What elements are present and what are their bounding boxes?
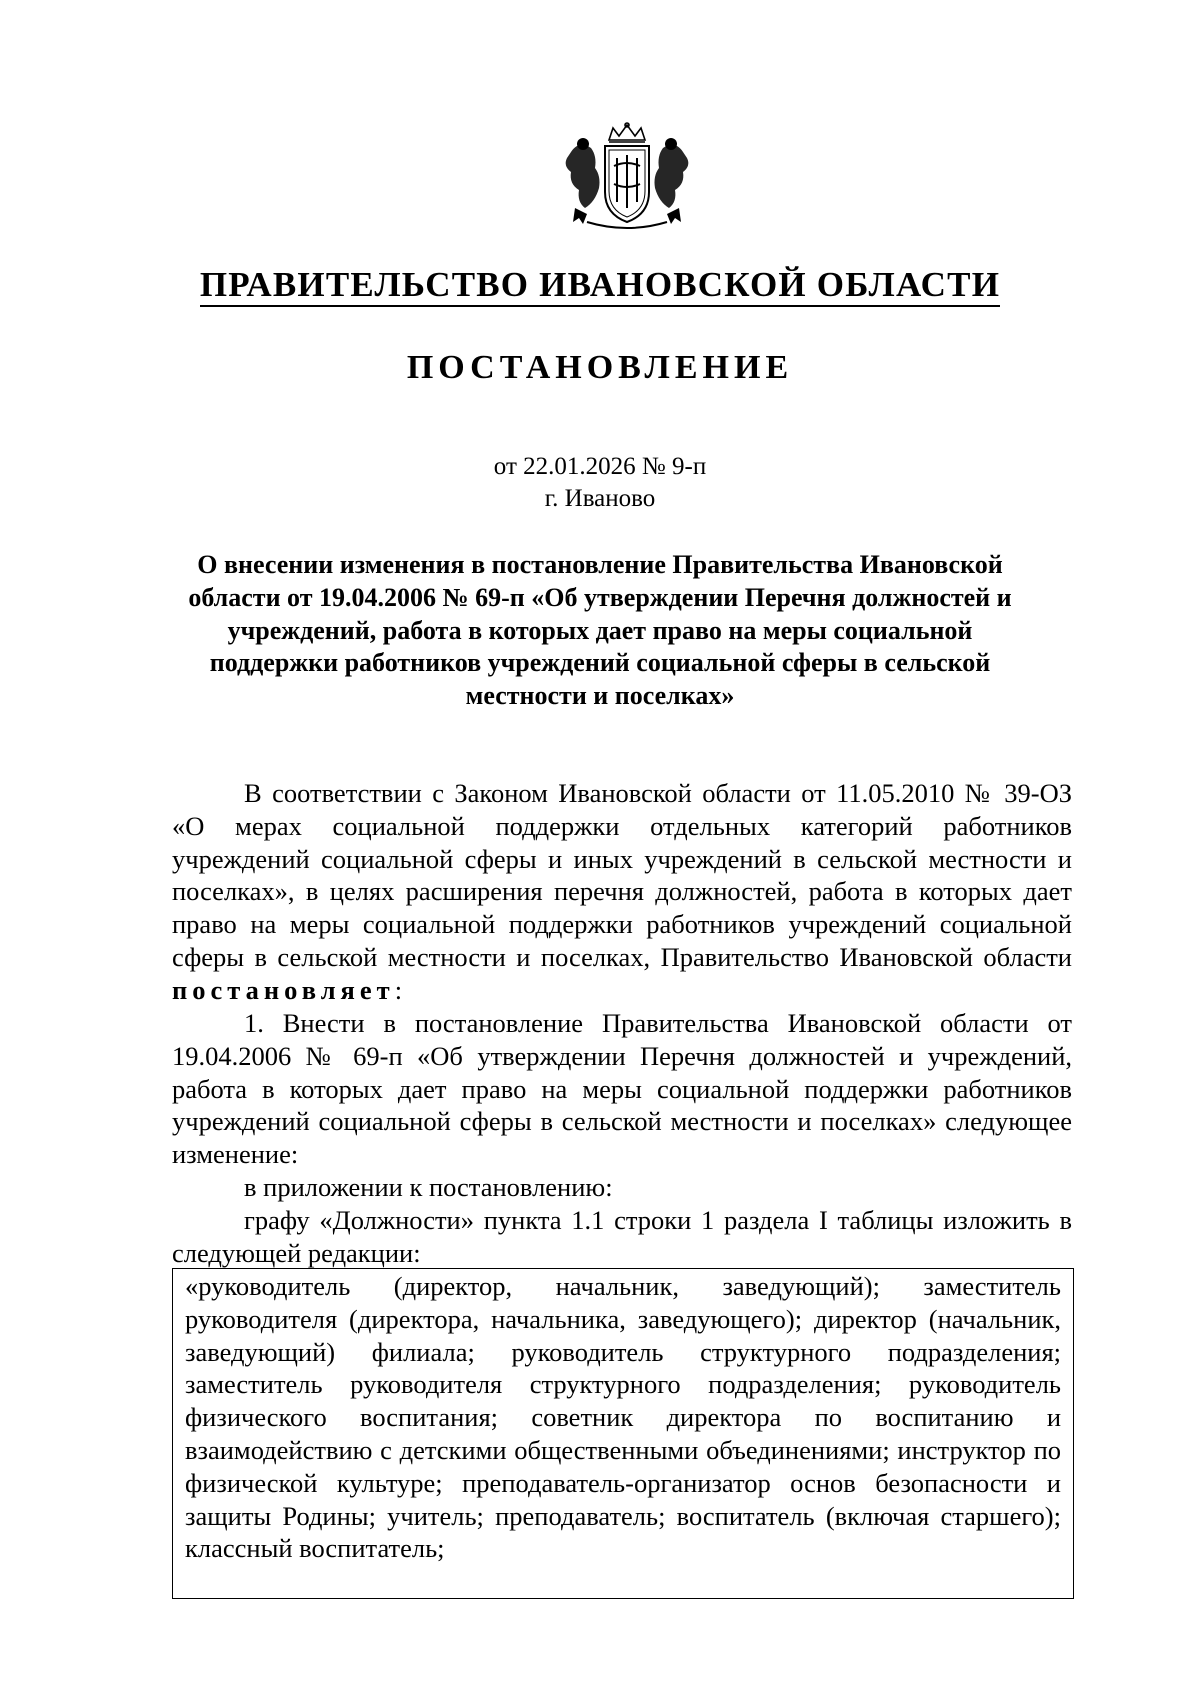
government-title-text: ПРАВИТЕЛЬСТВО ИВАНОВСКОЙ ОБЛАСТИ [200,265,1000,307]
decree-colon: : [394,974,403,1005]
government-title [0,265,1200,305]
amended-text: «руководитель (директор, начальник, заведующий); заместитель руководителя (директора, начальника, заведующего); директор (начальник, заведующий) филиала; руководитель структурного подразделения; заместитель руководителя структурного подразделения; руководитель физического воспитания; советник директора по воспитанию и взаимодействию с детскими общественными объединениями; инструктор по физической культуре; преподаватель-организатор основ безопасности и защиты Родины; учитель; преподаватель; воспитатель (включая старшего); классный воспитатель; [185,1271,1061,1564]
coat-of-arms-icon [557,122,697,232]
decree-word: постановляет [172,974,395,1005]
intro-text: В соответствии с Законом Ивановской области от 11.05.2010 № 39-ОЗ «О мерах социальной поддержки отдельных категорий работников учреждений социальной сферы и иных учреждений в сельской местности и поселках», в целях расширения перечня должностей, работа в которых дает право на меры социальной поддержки работников учреждений социальной сферы в сельской местности и поселках, Правительство Ивановской области [172,778,1072,972]
intro-paragraph [172,777,1072,1007]
document-type: ПОСТАНОВЛЕНИЕ [406,349,794,386]
column-text: графу «Должности» пункта 1.1 строки 1 раздела I таблицы изложить в следующей редакции: [172,1205,1072,1268]
document-city: г. Иваново [544,485,656,512]
annex-text: в приложении к постановлению: [244,1172,613,1202]
annex-paragraph [172,1171,1072,1204]
amended-text-box [172,1268,1074,1599]
column-paragraph [172,1204,1072,1270]
document-subject: О внесении изменения в постановление Правительства Ивановской области от 19.04.2006 № 69-п «Об утверждении Перечня должностей и учреждений, работа в которых дает право на меры социальной поддержки работников учреждений социальной сферы в сельской местности и поселках» [188,550,1012,711]
item-1-paragraph [172,1007,1072,1171]
document-number: от 22.01.2026 № 9-п [493,453,707,480]
item-1-text: 1. Внести в постановление Правительства Ивановской области от 19.04.2006 № 69-п «Об утверждении Перечня должностей и учреждений, работа в которых дает право на меры социальной поддержки работников учреждений социальной сферы в сельской местности и поселках» следующее изменение: [172,1008,1072,1170]
